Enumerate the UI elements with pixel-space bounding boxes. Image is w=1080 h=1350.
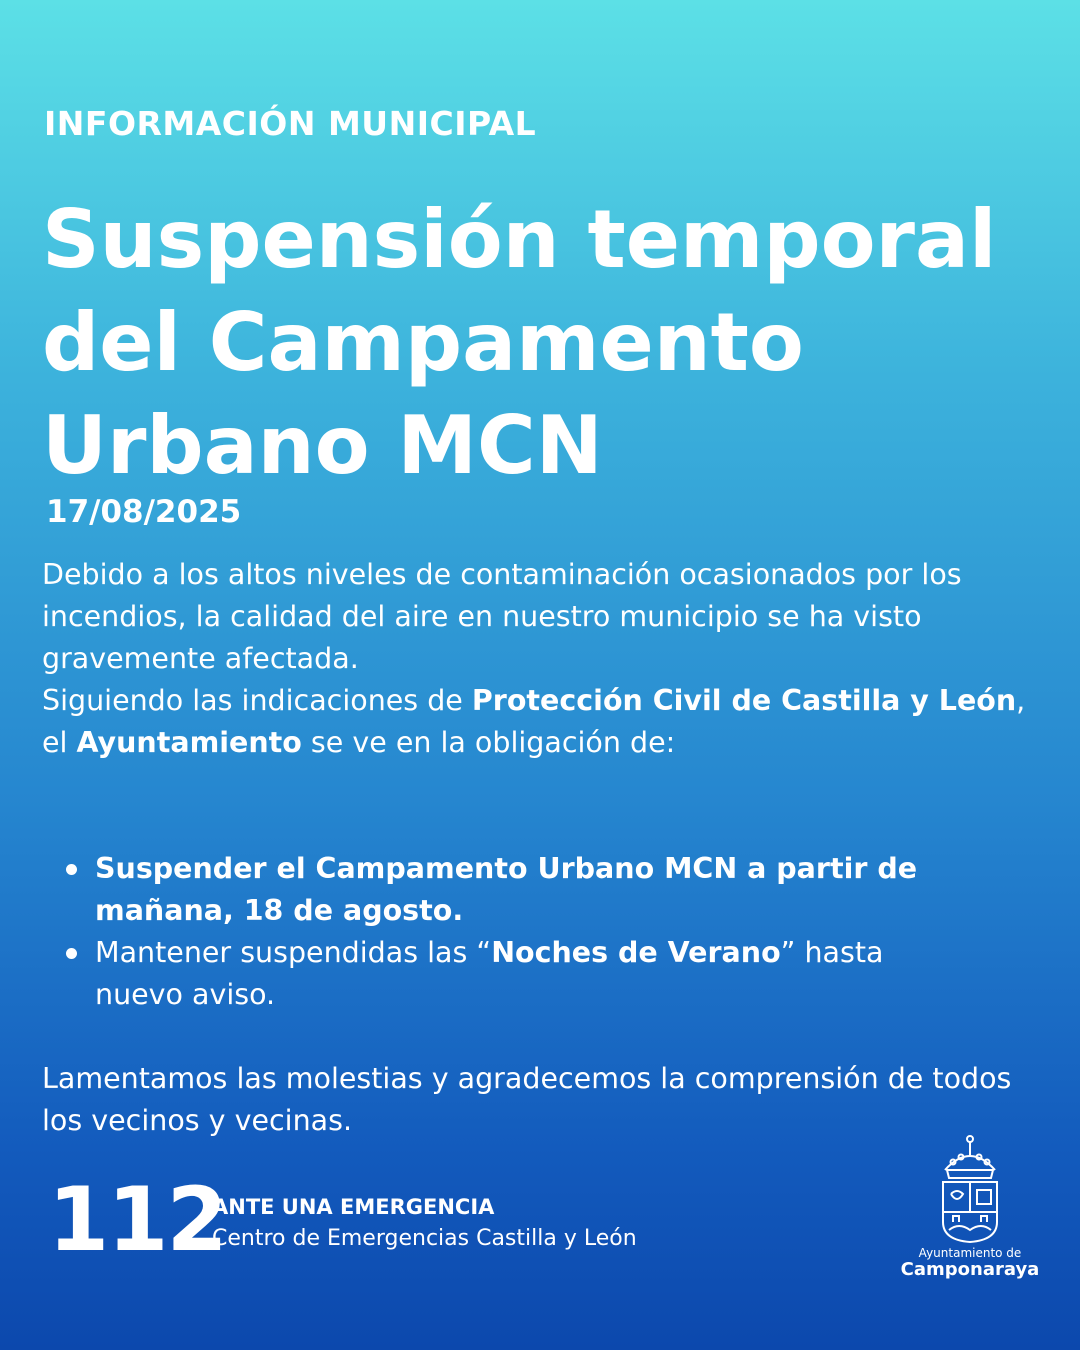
emergency-title: ANTE UNA EMERGENCIA (212, 1195, 495, 1219)
measure-2-post: ” hasta nuevo aviso. (95, 936, 884, 1011)
coat-of-arms-icon (939, 1132, 1001, 1244)
emergency-subtitle: Centro de Emergencias Castilla y León (212, 1226, 637, 1251)
measure-2-pre: Mantener suspendidas las “ (95, 936, 492, 969)
page-title (42, 188, 1062, 497)
proteccion-civil-label: Protección Civil de Castilla y León (471, 684, 1017, 717)
logo-name: Camponaraya (900, 1259, 1040, 1280)
closing-paragraph: Lamentamos las molestias y agradecemos la comprensión de todos los vecinos y vecinas. (42, 1062, 1012, 1137)
measures-list (64, 848, 964, 1016)
intro-text: Debido a los altos niveles de contaminación ocasionados por los incendios, la calidad del aire en nuestro municipio se ha visto gravemente afectada. (42, 558, 962, 675)
measure-1-text: Suspender el Campamento Urbano MCN a partir de mañana, 18 de agosto. (95, 852, 918, 927)
publication-date: 17/08/2025 (46, 494, 242, 530)
emergency-number: 112 (48, 1168, 226, 1271)
ayuntamiento-label: Ayuntamiento (76, 726, 302, 759)
list-item (64, 932, 964, 1016)
section-kicker: INFORMACIÓN MUNICIPAL (44, 104, 537, 143)
title-line-2: del Campamento (42, 296, 804, 389)
intro-text-3: , el (42, 684, 1026, 759)
intro-paragraph (42, 554, 1042, 764)
noches-de-verano-label: Noches de Verano (491, 936, 781, 969)
intro-text-4: se ve en la obligación de: (301, 726, 676, 759)
logo-top-line: Ayuntamiento de (918, 1246, 1022, 1260)
municipality-logo (900, 1132, 1040, 1280)
title-line-3: Urbano MCN (42, 399, 603, 492)
title-line-1: Suspensión temporal (42, 193, 997, 286)
list-item (64, 848, 964, 932)
intro-text-2: Siguiendo las indicaciones de (42, 684, 472, 717)
